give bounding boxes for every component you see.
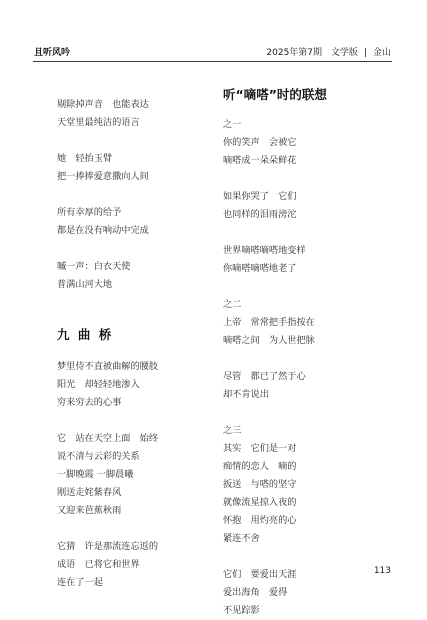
poem-line: 就像流星掠入夜的 — [223, 497, 297, 508]
poem-line: 爱出海角 爱得 — [223, 587, 288, 598]
poem-line: 剔除掉声音 也能表达 — [57, 99, 149, 110]
section-number: 之三 — [223, 425, 242, 436]
column-name: 且听风吟 — [34, 48, 71, 58]
poem-line: 嘀嗒成一朵朵鲜花 — [223, 155, 297, 166]
poem-line: 普满山河大地 — [57, 279, 113, 290]
poem-title-jiuqiao: 九 曲 桥 — [57, 327, 114, 342]
poem-line: 一脚晚霞 一脚晨曦 — [57, 469, 134, 480]
poem-line: 尽管 都已了然于心 — [223, 371, 306, 382]
poem-line: 你的笑声 会被它 — [223, 137, 297, 148]
poem-line: 又迎来芭蕉秋雨 — [57, 505, 122, 516]
poem-line: 阳光 却轻轻地渗入 — [57, 379, 140, 390]
poem-line: 上帝 常常把手指按在 — [223, 317, 315, 328]
section-number: 之二 — [223, 299, 242, 310]
magazine-edition: 文学版 — [330, 48, 358, 58]
page-number: 113 — [373, 566, 391, 576]
poem-line: 也同样的泪雨滂沱 — [223, 209, 297, 220]
poem-line: 怀抱 用灼亮的心 — [223, 515, 297, 526]
poem-line: 如果你哭了 它们 — [223, 191, 297, 202]
poem-line: 刚送走姹紫春风 — [57, 487, 122, 498]
issue-info — [260, 45, 391, 58]
poem-line: 说不清与云彩的关系 — [57, 451, 140, 462]
right-column — [223, 84, 398, 620]
issue-number: 2025年第7期 — [266, 48, 323, 58]
poem-line: 它猜 许是那流连忘返的 — [57, 541, 159, 552]
poem-title-dida: 听“嘀嗒”时的联想 — [223, 87, 327, 102]
poem-line: 天堂里最纯洁的语言 — [57, 117, 140, 128]
author-name: 金山 — [372, 48, 391, 58]
poem-line: 她 轻抬玉臂 — [57, 153, 113, 164]
poem-line: 紧连不舍 — [223, 533, 260, 544]
poem-line: 不见踪影 — [223, 605, 260, 616]
poem-line: 穷来穷去的心事 — [57, 397, 122, 408]
left-column — [57, 96, 232, 592]
poem-line: 你嘀嗒嘀嗒地老了 — [223, 263, 297, 274]
poem-line: 嘁一声：白衣天使 — [57, 261, 131, 272]
poem-line: 把一捧捧爱意撒向人间 — [57, 171, 149, 182]
poem-line: 连在了一起 — [57, 577, 103, 588]
poem-line: 所有幸厚的给予 — [57, 207, 122, 218]
section-number: 之一 — [223, 119, 242, 130]
poem-line: 梦里侍不直被曲解的腰肢 — [57, 361, 159, 372]
poem-line: 它们 要爱出天涯 — [223, 569, 297, 580]
poem-line: 嘀嗒之间 为人世把脉 — [223, 335, 315, 346]
poem-line: 痴情的恋人 嘀的 — [223, 461, 297, 472]
poem-line: 它 站在天空上面 始终 — [57, 433, 159, 444]
poem-line: 世界嘀嗒嘀嗒地变样 — [223, 245, 306, 256]
poem-line: 其实 它们是一对 — [223, 443, 297, 454]
header-divider — [33, 61, 392, 62]
poem-line: 却不肯说出 — [223, 389, 269, 400]
poem-line: 扳送 与嗒的坚守 — [223, 479, 297, 490]
separator: | — [363, 48, 367, 58]
poem-line: 成语 已将它和世界 — [57, 559, 140, 570]
poem-line: 都是在没有响动中完成 — [57, 225, 149, 236]
